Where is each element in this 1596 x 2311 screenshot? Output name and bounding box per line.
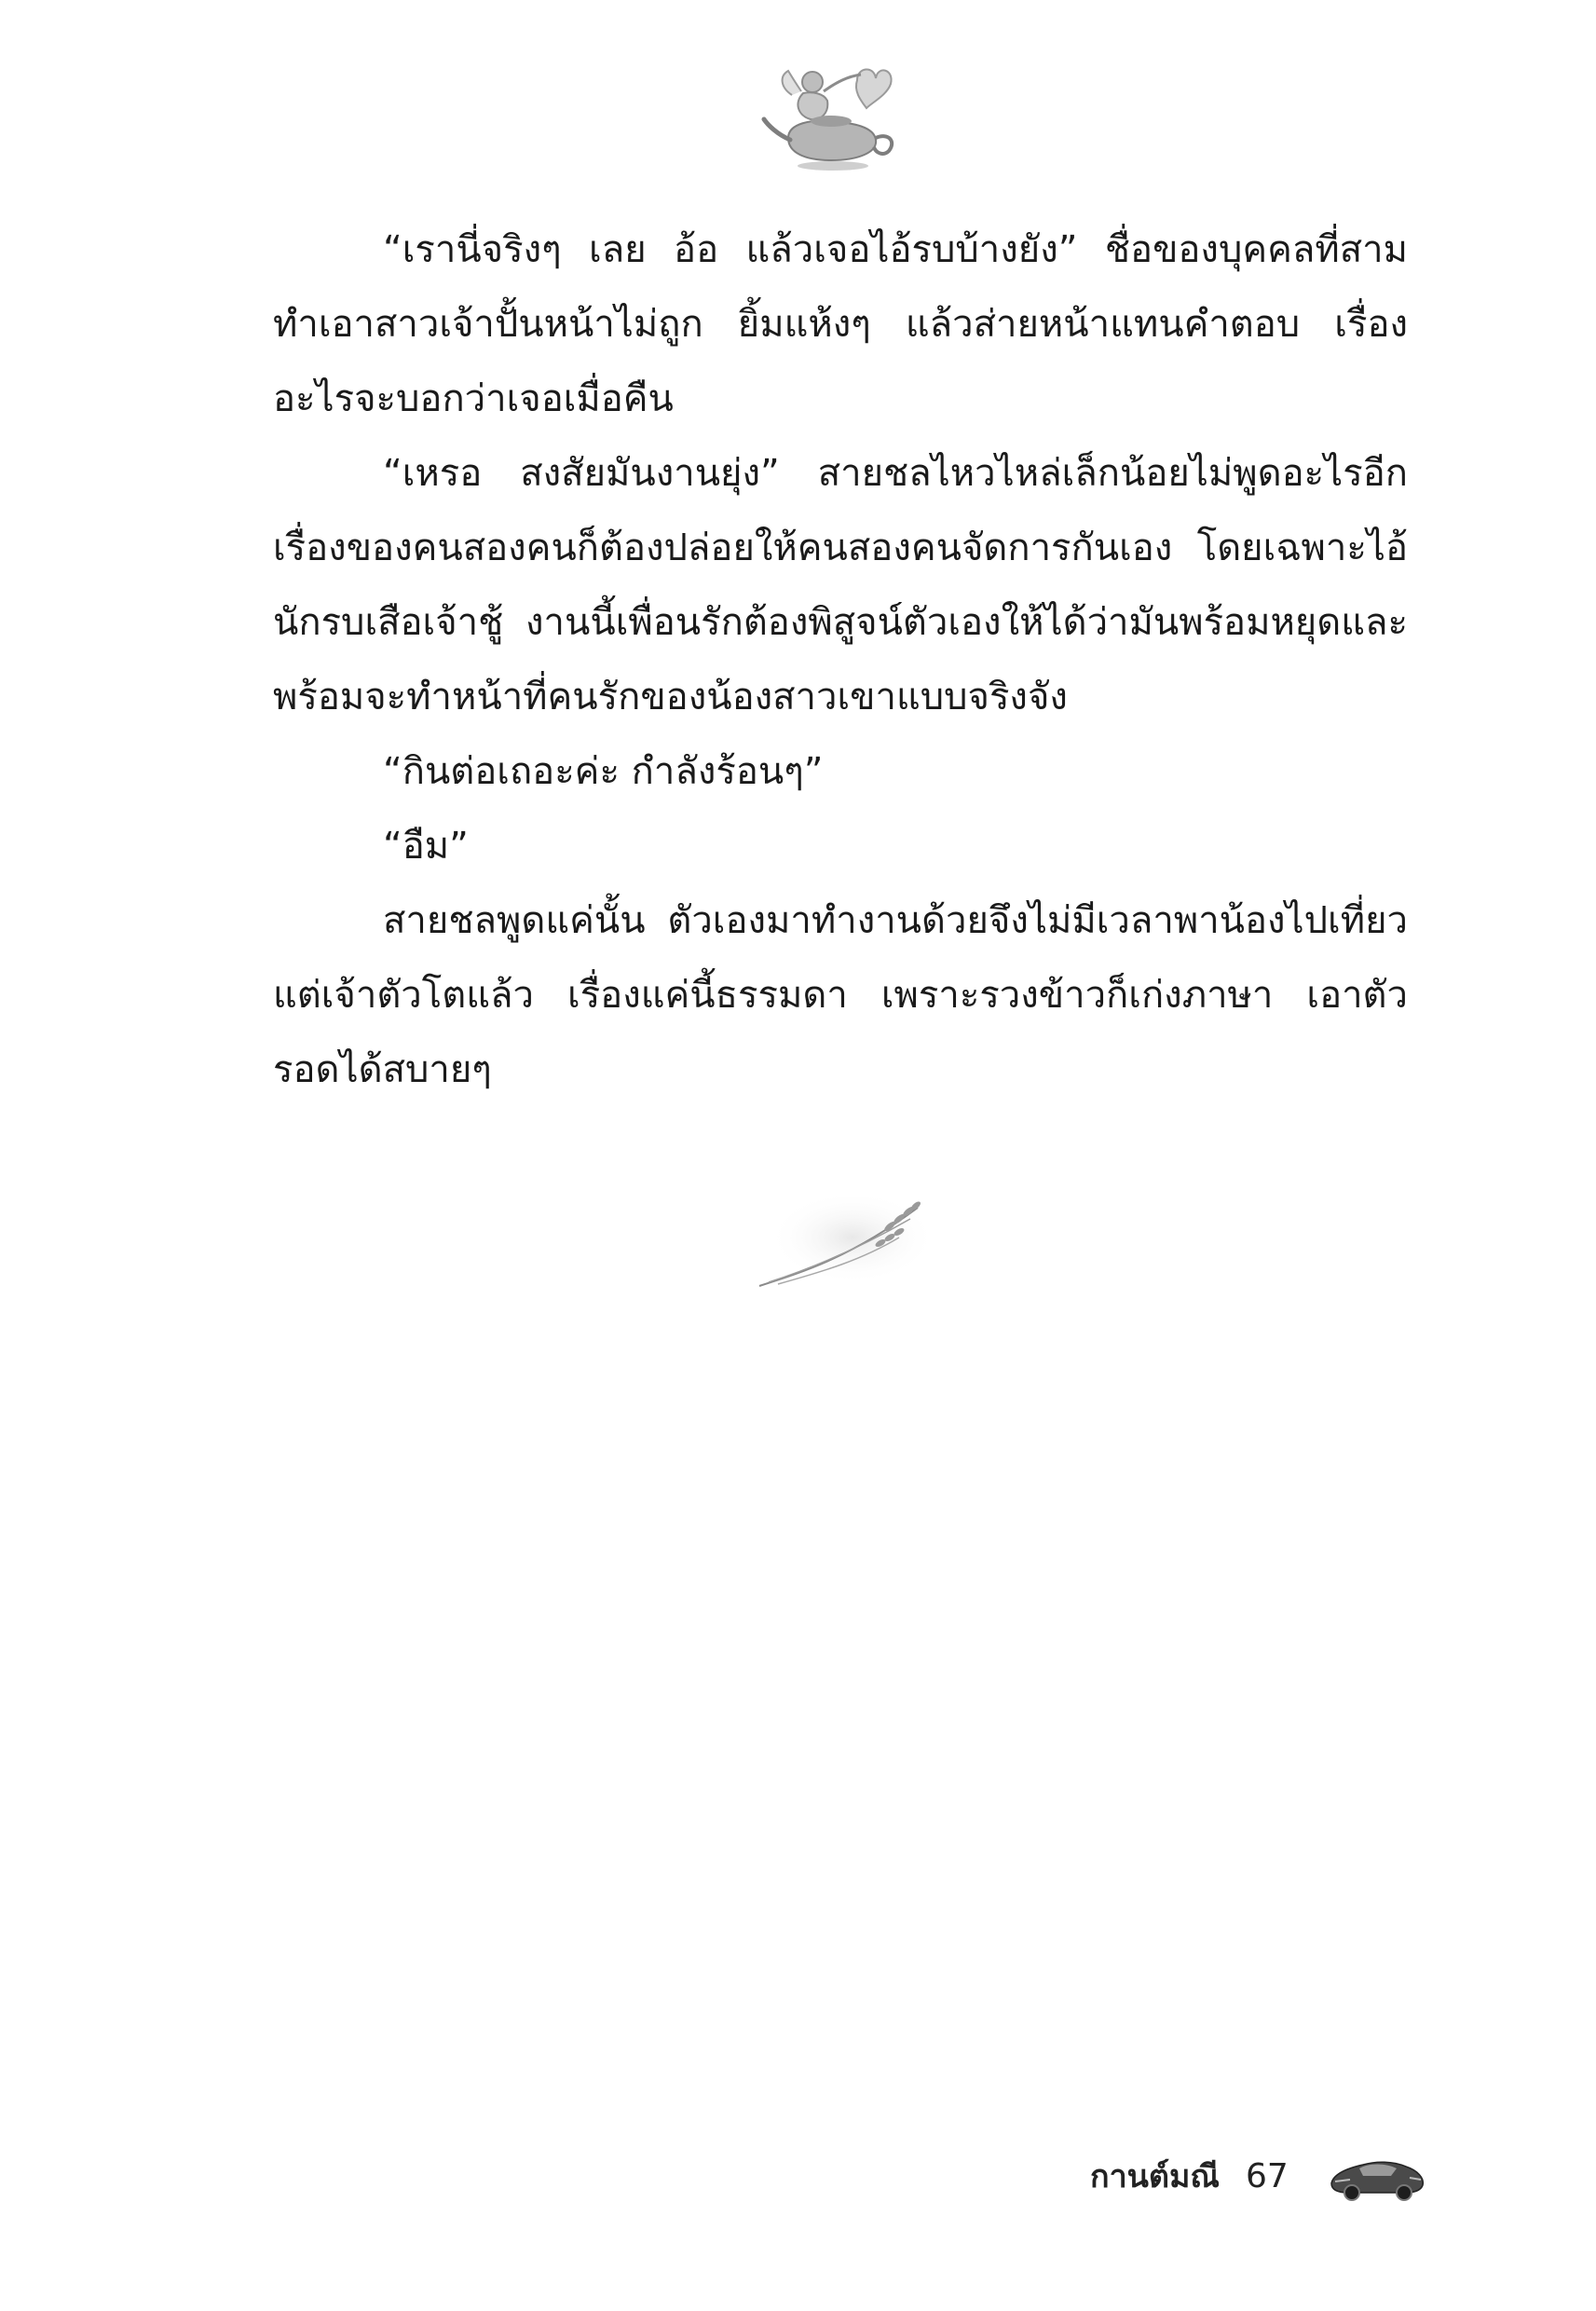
- cupid-teapot-icon: [757, 54, 906, 175]
- author-name: กานต์มณี: [1090, 2158, 1220, 2195]
- page-footer: [1090, 2143, 1428, 2208]
- paragraph: “อืม”: [383, 825, 469, 868]
- paragraph: “เรานี่จริงๆ เลย อ้อ แล้วเจอไอ้รบบ้างยัง” ชื่อของบุคคลที่สามทำเอาสาวเจ้าปั้นหน้าไม่ถูก ยิ้มแห้งๆ แล้วส่ายหน้าแทนคำตอบ เรื่องอะไรจะบอกว่าเจอเมื่อคืน: [273, 228, 1408, 420]
- paragraph: “เหรอ สงสัยมันงานยุ่ง” สายชลไหวไหล่เล็กน้อยไม่พูดอะไรอีก เรื่องของคนสองคนก็ต้องปล่อยให้คนสองคนจัดการกันเอง โดยเฉพาะไอ้นักรบเสือเจ้าชู้ งานนี้เพื่อนรักต้องพิสูจน์ตัวเองให้ได้ว่ามันพร้อมหยุดและพร้อมจะทำหน้าที่คนรักของน้องสาวเขาแบบจริงจัง: [273, 452, 1408, 718]
- page-number: 67: [1245, 2156, 1289, 2195]
- paragraph: “กินต่อเถอะค่ะ กำลังร้อนๆ”: [383, 750, 824, 793]
- car-icon: [1326, 2148, 1428, 2204]
- wheat-ears-icon: [750, 1182, 936, 1303]
- story-text: [273, 212, 1408, 1107]
- paragraph: สายชลพูดแค่นั้น ตัวเองมาทำงานด้วยจึงไม่มีเวลาพาน้องไปเที่ยว แต่เจ้าตัวโตแล้ว เรื่องแค่นี้ธรรมดา เพราะรวงข้าวก็เก่งภาษา เอาตัวรอดได้สบายๆ: [273, 899, 1408, 1091]
